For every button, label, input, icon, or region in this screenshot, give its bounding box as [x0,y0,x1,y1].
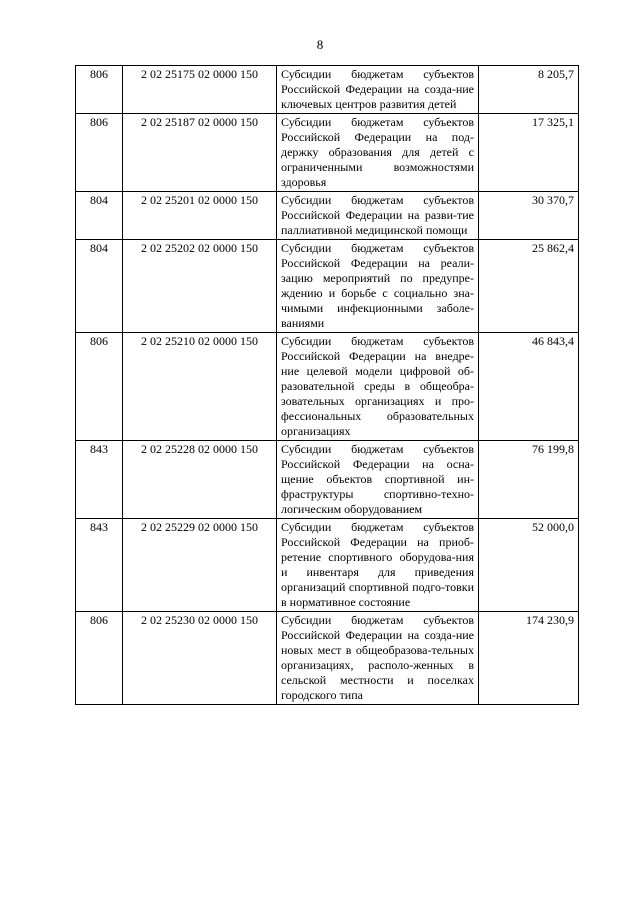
admin-code-cell: 806 [76,114,123,192]
income-name-cell: Субсидии бюджетам субъектов Российской Федерации на под-держку образования для детей с ограниченными возможностями здоровья [277,114,479,192]
table-row [76,333,579,441]
budget-code-cell: 2 02 25201 02 0000 150 [123,192,277,240]
admin-code-cell: 804 [76,192,123,240]
budget-code-cell: 2 02 25202 02 0000 150 [123,240,277,333]
budget-code-cell: 2 02 25210 02 0000 150 [123,333,277,441]
amount-cell: 30 370,7 [479,192,579,240]
table-row [76,192,579,240]
income-name-cell: Субсидии бюджетам субъектов Российской Федерации на разви-тие паллиативной медицинской помощи [277,192,479,240]
admin-code-cell: 843 [76,519,123,612]
admin-code-cell: 806 [76,333,123,441]
amount-cell: 46 843,4 [479,333,579,441]
income-name-cell: Субсидии бюджетам субъектов Российской Федерации на приоб-ретение спортивного оборудова-ния и инвентаря для приведения организаций спортивной подго-товки в нормативное состояние [277,519,479,612]
table-row [76,441,579,519]
budget-code-cell: 2 02 25187 02 0000 150 [123,114,277,192]
budget-table [75,65,579,705]
budget-code-cell: 2 02 25228 02 0000 150 [123,441,277,519]
admin-code-cell: 804 [76,240,123,333]
amount-cell: 8 205,7 [479,66,579,114]
budget-code-cell: 2 02 25229 02 0000 150 [123,519,277,612]
page-number: 8 [316,37,324,52]
budget-code-cell: 2 02 25175 02 0000 150 [123,66,277,114]
amount-cell: 76 199,8 [479,441,579,519]
income-name-cell: Субсидии бюджетам субъектов Российской Федерации на созда-ние ключевых центров развития детей [277,66,479,114]
table-row [76,612,579,705]
income-name-cell: Субсидии бюджетам субъектов Российской Федерации на реали-зацию мероприятий по предупре-ждению и борьбе с социально зна-чимыми инфекционными заболе-ваниями [277,240,479,333]
table-row [76,240,579,333]
admin-code-cell: 843 [76,441,123,519]
amount-cell: 174 230,9 [479,612,579,705]
income-name-cell: Субсидии бюджетам субъектов Российской Федерации на созда-ние новых мест в общеобразова-тельных организациях, располо-женных в сельской местности и поселках городского типа [277,612,479,705]
table-row [76,66,579,114]
budget-code-cell: 2 02 25230 02 0000 150 [123,612,277,705]
table-row [76,114,579,192]
table-row [76,519,579,612]
income-name-cell: Субсидии бюджетам субъектов Российской Федерации на осна-щение объектов спортивной ин-фраструктуры спортивно-техно-логическим оборудованием [277,441,479,519]
admin-code-cell: 806 [76,612,123,705]
income-name-cell: Субсидии бюджетам субъектов Российской Федерации на внедре-ние целевой модели цифровой об-разовательной среды в общеобра-зовательных организациях и про-фессиональных образовательных организациях [277,333,479,441]
amount-cell: 17 325,1 [479,114,579,192]
amount-cell: 52 000,0 [479,519,579,612]
admin-code-cell: 806 [76,66,123,114]
amount-cell: 25 862,4 [479,240,579,333]
